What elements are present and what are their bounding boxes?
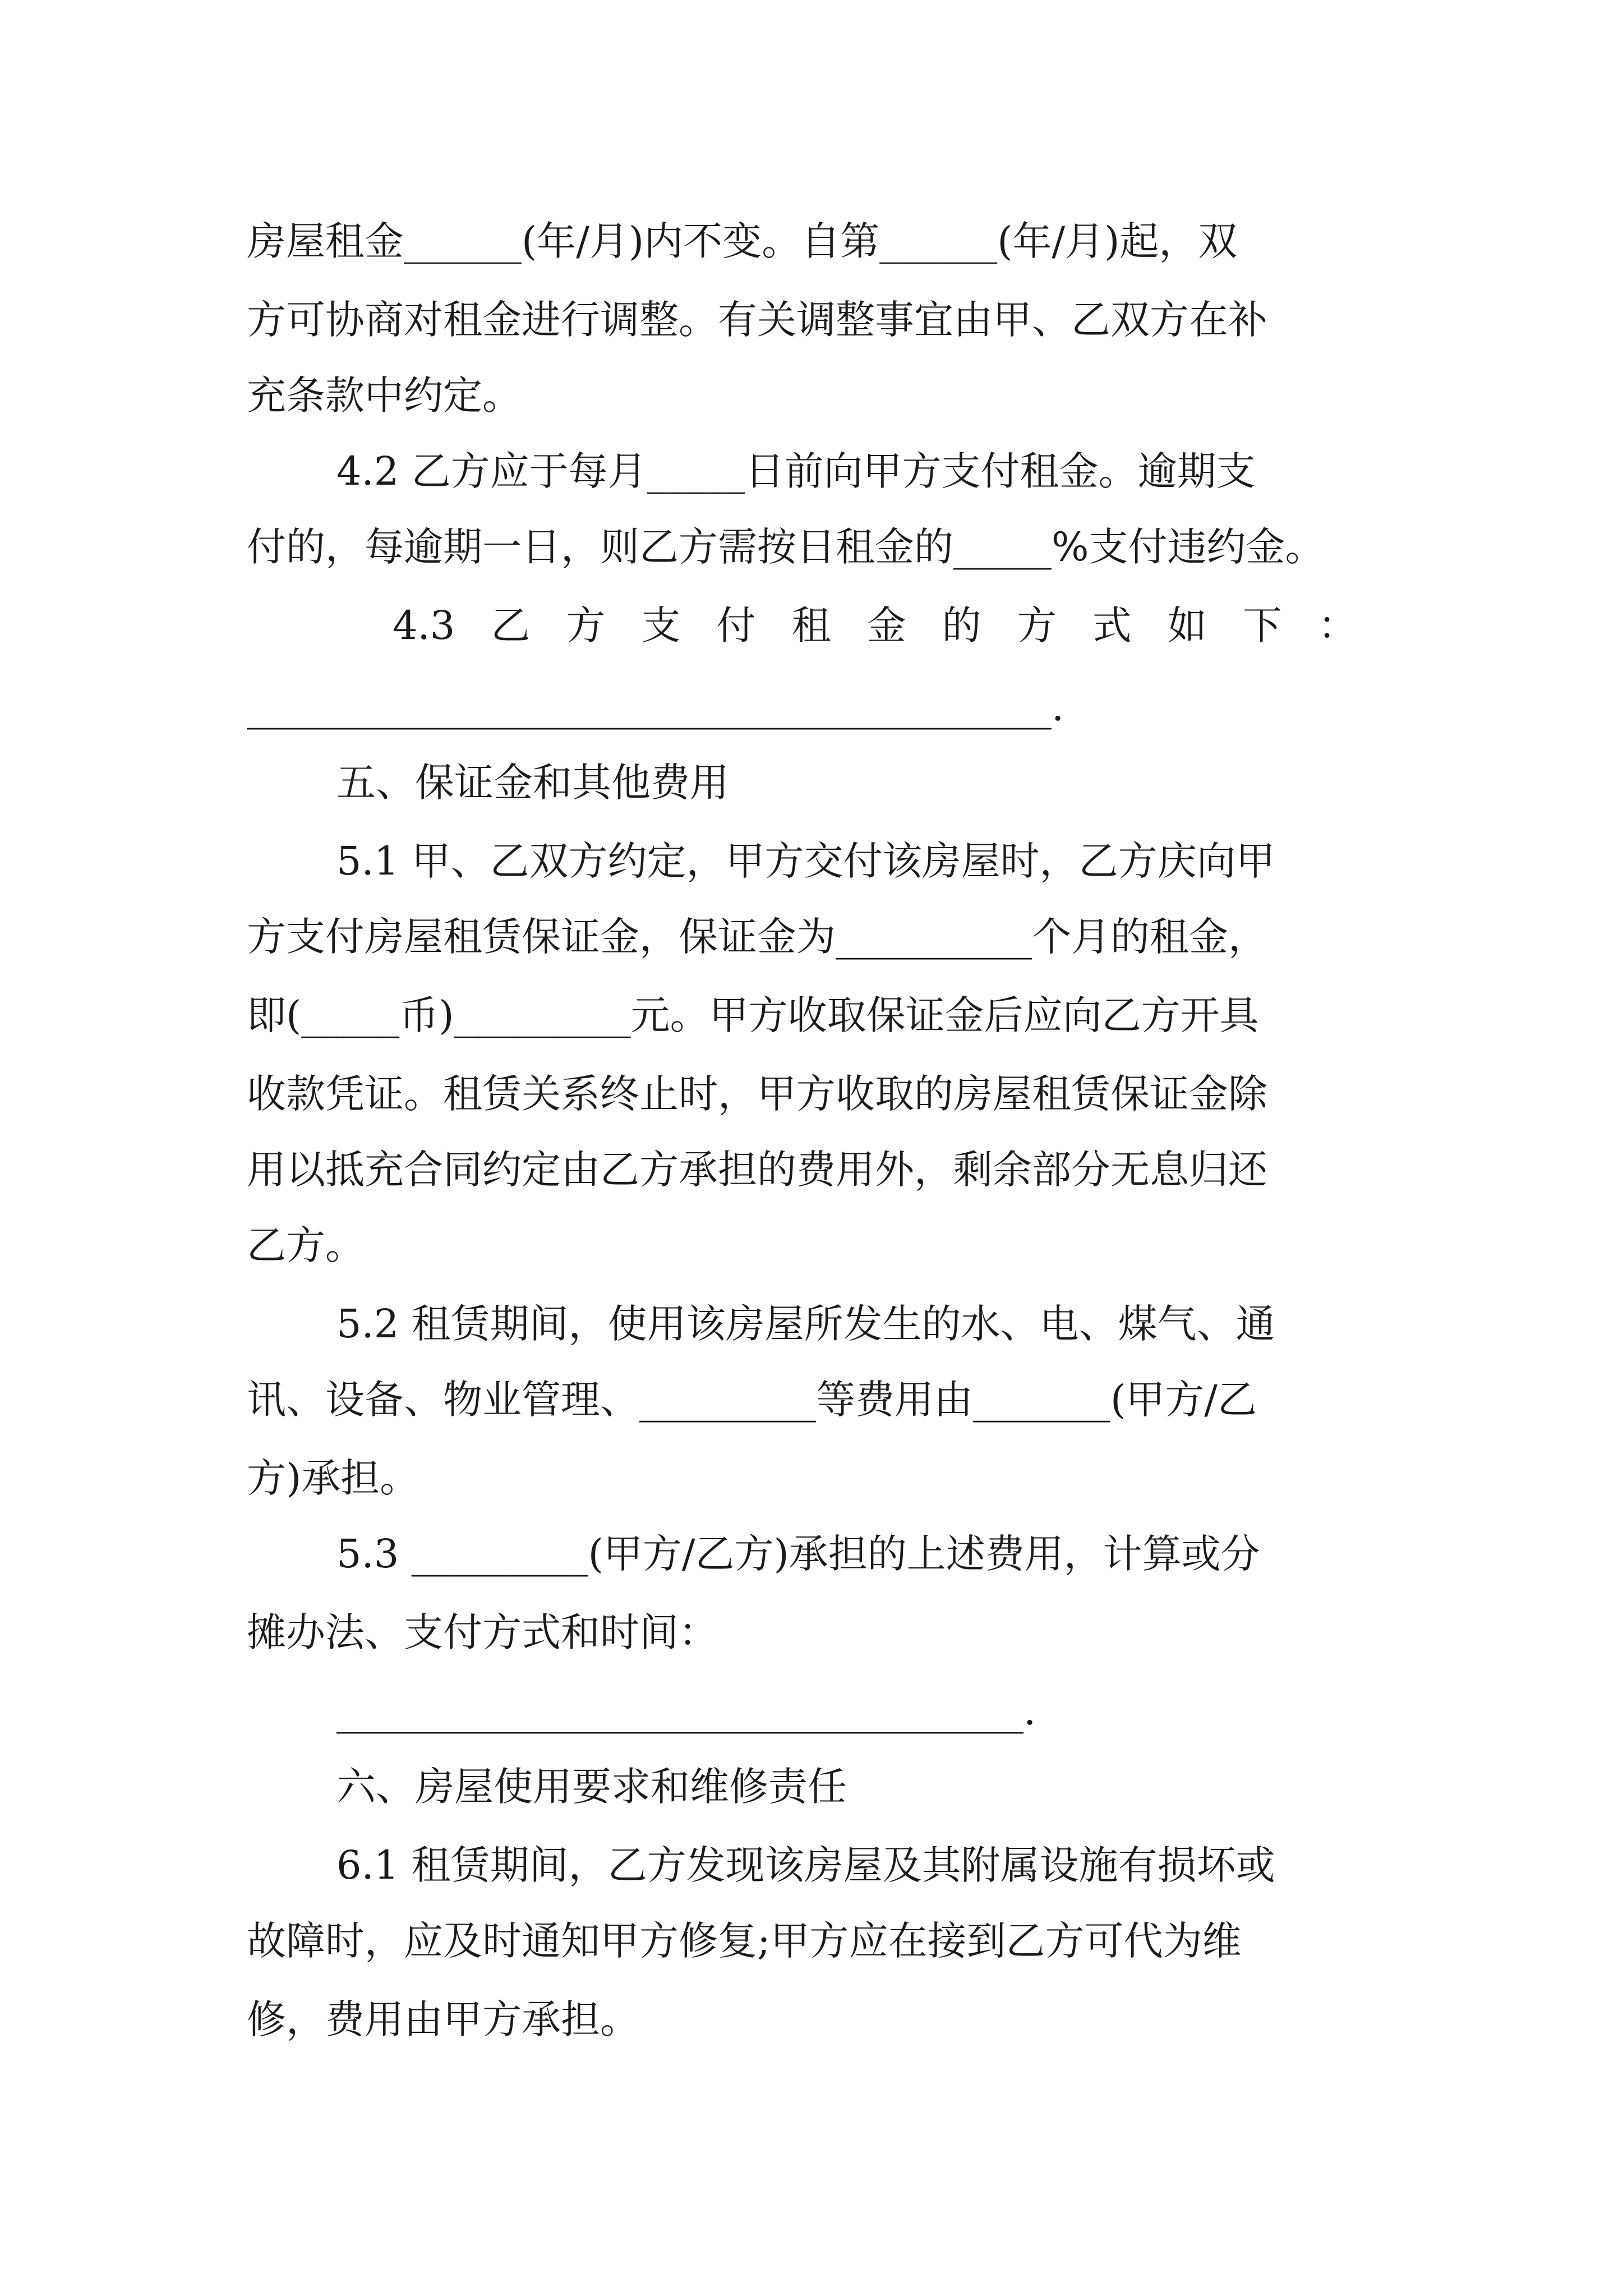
text-line-16: 讯、设备、物业管理、_________等费用由_______(甲方/乙 [247, 1377, 1257, 1423]
section-5-heading: 五、保证金和其他费用 [336, 760, 729, 806]
clause-4-3-char: 方 [566, 602, 606, 648]
text-line-3: 充条款中约定。 [247, 372, 522, 418]
clause-4-3-char: 乙 [491, 602, 531, 648]
clause-4-3-char: 式 [1092, 602, 1132, 648]
text-line-1: 房屋租金______(年/月)内不变。自第______(年/月)起，双 [247, 218, 1238, 264]
clause-4-3-char: 付 [716, 602, 756, 648]
text-line-17: 方)承担。 [247, 1455, 419, 1501]
text-line-14: 乙方。 [247, 1222, 365, 1268]
clause-4-3-char: 支 [641, 602, 681, 648]
clause-4-3 [393, 597, 1357, 654]
clause-5-3: 5.3 _________(甲方/乙方)承担的上述费用，计算或分 [336, 1531, 1260, 1577]
text-line-13: 用以抵充合同约定由乙方承担的费用外，剩余部分无息归还 [247, 1147, 1267, 1193]
clause-4-3-char: 租 [791, 602, 831, 648]
clause-4-3-char: 如 [1167, 602, 1207, 648]
clause-4-2: 4.2 乙方应于每月_____日前向甲方支付租金。逾期支 [336, 448, 1256, 494]
section-6-heading: 六、房屋使用要求和维修责任 [336, 1764, 847, 1810]
text-line-11: 即(_____币)_________元。甲方收取保证金后应向乙方开具 [247, 992, 1259, 1038]
clause-5-2: 5.2 租赁期间，使用该房屋所发生的水、电、煤气、通 [336, 1301, 1275, 1347]
clause-4-3-char: 的 [942, 602, 981, 648]
clause-4-3-char: 下 [1242, 602, 1282, 648]
text-line-12: 收款凭证。租赁关系终止时，甲方收取的房屋租赁保证金除 [247, 1071, 1267, 1117]
clause-4-3-char: 方 [1017, 602, 1057, 648]
text-line-2: 方可协商对租金进行调整。有关调整事宜由甲、乙双方在补 [247, 297, 1267, 343]
text-line-5: 付的，每逾期一日，则乙方需按日租金的_____%支付违约金。 [247, 524, 1325, 570]
clause-6-1: 6.1 租赁期间，乙方发现该房屋及其附属设施有损坏或 [336, 1842, 1275, 1888]
clause-4-3-char: 金 [866, 602, 906, 648]
blank-line-5-3: ___________________________________. [336, 1688, 1036, 1734]
blank-line-4-3: _________________________________________. [247, 684, 1064, 730]
clause-4-3-char: ： [1317, 602, 1357, 648]
text-line-23: 故障时，应及时通知甲方修复;甲方应在接到乙方可代为维 [247, 1918, 1242, 1964]
text-line-24: 修，费用由甲方承担。 [247, 1996, 639, 2042]
clause-4-3-char: 4.3 [393, 602, 455, 648]
text-line-10: 方支付房屋租赁保证金，保证金为__________个月的租金， [247, 914, 1267, 960]
text-line-19: 摊办法、支付方式和时间： [247, 1609, 718, 1655]
clause-5-1: 5.1 甲、乙双方约定，甲方交付该房屋时，乙方庆向甲 [336, 838, 1275, 884]
